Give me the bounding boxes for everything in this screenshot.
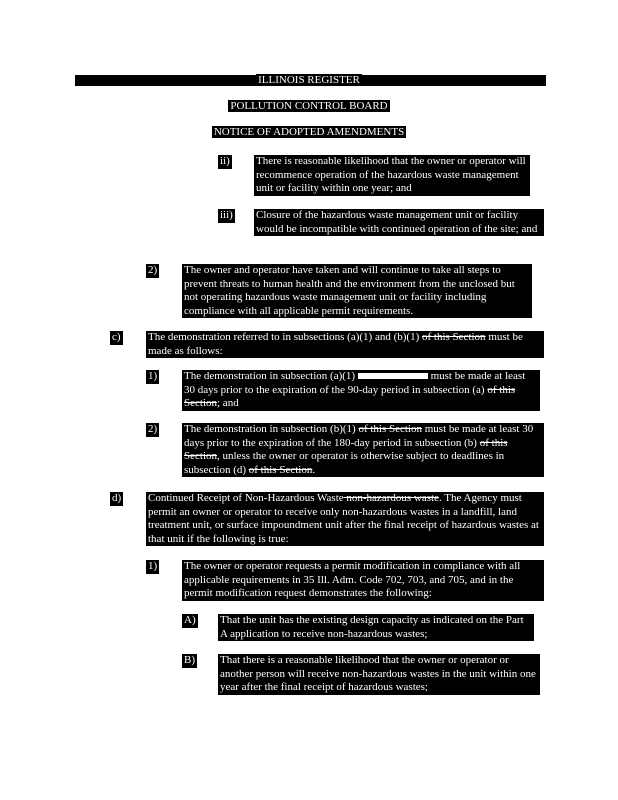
item-ii-text: There is reasonable likelihood that the owner or operator will recommence operation of the hazardous waste management unit or facility within one year; and (254, 155, 530, 196)
c1-text-b: must be made at least 30 days prior to the expiration of the 90-day period in subsection (a) (184, 370, 526, 396)
item-d1-text: The owner or operator requests a permit modification in compliance with all applicable requirements in 35 Ill. Adm. Code 702, 703, and 705, and in the permit modification request demonstrates the following: (182, 560, 544, 601)
d-strike: non-hazardous waste (343, 492, 439, 504)
c2-strike-3: of this Section (248, 463, 313, 476)
item-A-text: That the unit has the existing design capacity as indicated on the Part A application to receive non-hazardous wastes; (218, 614, 534, 641)
notice-title: NOTICE OF ADOPTED AMENDMENTS (213, 126, 405, 138)
item-B-label: B) (184, 654, 195, 666)
c2-text-d: . (312, 463, 316, 476)
c-strike: of this Section (422, 331, 486, 343)
c1-strike: of this Section (184, 383, 516, 410)
item-A-label: A) (184, 614, 196, 626)
item-c1-text (182, 370, 540, 411)
d-text-b: . The Agency must permit an owner or operator to receive only non-hazardous wastes in a landfill, land treatment unit, or surface impoundment unit after the final receipt of hazardous wastes at that unit if the following is true: (148, 492, 539, 545)
item-c2-label: 2) (148, 423, 158, 435)
c-text-b: must be made as follows: (148, 331, 523, 357)
item-iii-label: iii) (220, 209, 233, 221)
item-c-label: c) (112, 331, 121, 343)
board-title: POLLUTION CONTROL BOARD (230, 100, 388, 112)
item-c2-text (182, 423, 544, 477)
item-ii-label: ii) (220, 155, 230, 167)
item-iii-text: Closure of the hazardous waste management unit or facility would be incompatible with continued operation of the site; and (254, 209, 544, 236)
d-text-a: Continued Receipt of Non-Hazardous Waste (148, 492, 344, 504)
c1-text-a: The demonstration in subsection (a)(1) (184, 370, 358, 382)
c2-strike-2: of this Section (184, 436, 508, 463)
item-B-text: That there is a reasonable likelihood that the owner or operator or another person will receive non-hazardous wastes in the unit within one year after the final receipt of hazardous wastes; (218, 654, 540, 695)
c-text-a: The demonstration referred to in subsections (a)(1) and (b)(1) (148, 331, 422, 343)
item-d-text (146, 492, 544, 546)
c2-text-a: The demonstration in subsection (b)(1) (184, 423, 359, 435)
item-d1-label: 1) (148, 560, 158, 572)
item-c1-label: 1) (148, 370, 158, 382)
item-d-label: d) (112, 492, 122, 504)
c2-text-b: must be made at least 30 days prior to the expiration of the 180-day period in subsection (b) (184, 423, 534, 449)
item-c-text (146, 331, 544, 358)
register-title: ILLINOIS REGISTER (258, 74, 360, 86)
item-b2-text: The owner and operator have taken and will continue to take all steps to prevent threats to human health and the environment from the unclosed but not operating hazardous waste management unit or facility including compliance with all applicable permit requirements. (182, 264, 532, 318)
c2-text-c: , unless the owner or operator is otherwise subject to deadlines in subsection (d) (184, 450, 505, 476)
item-b2-label: 2) (148, 264, 158, 276)
redaction-mark (358, 373, 428, 379)
c2-strike-1: of this Section (358, 423, 422, 435)
c1-text-c: ; and (217, 397, 239, 410)
